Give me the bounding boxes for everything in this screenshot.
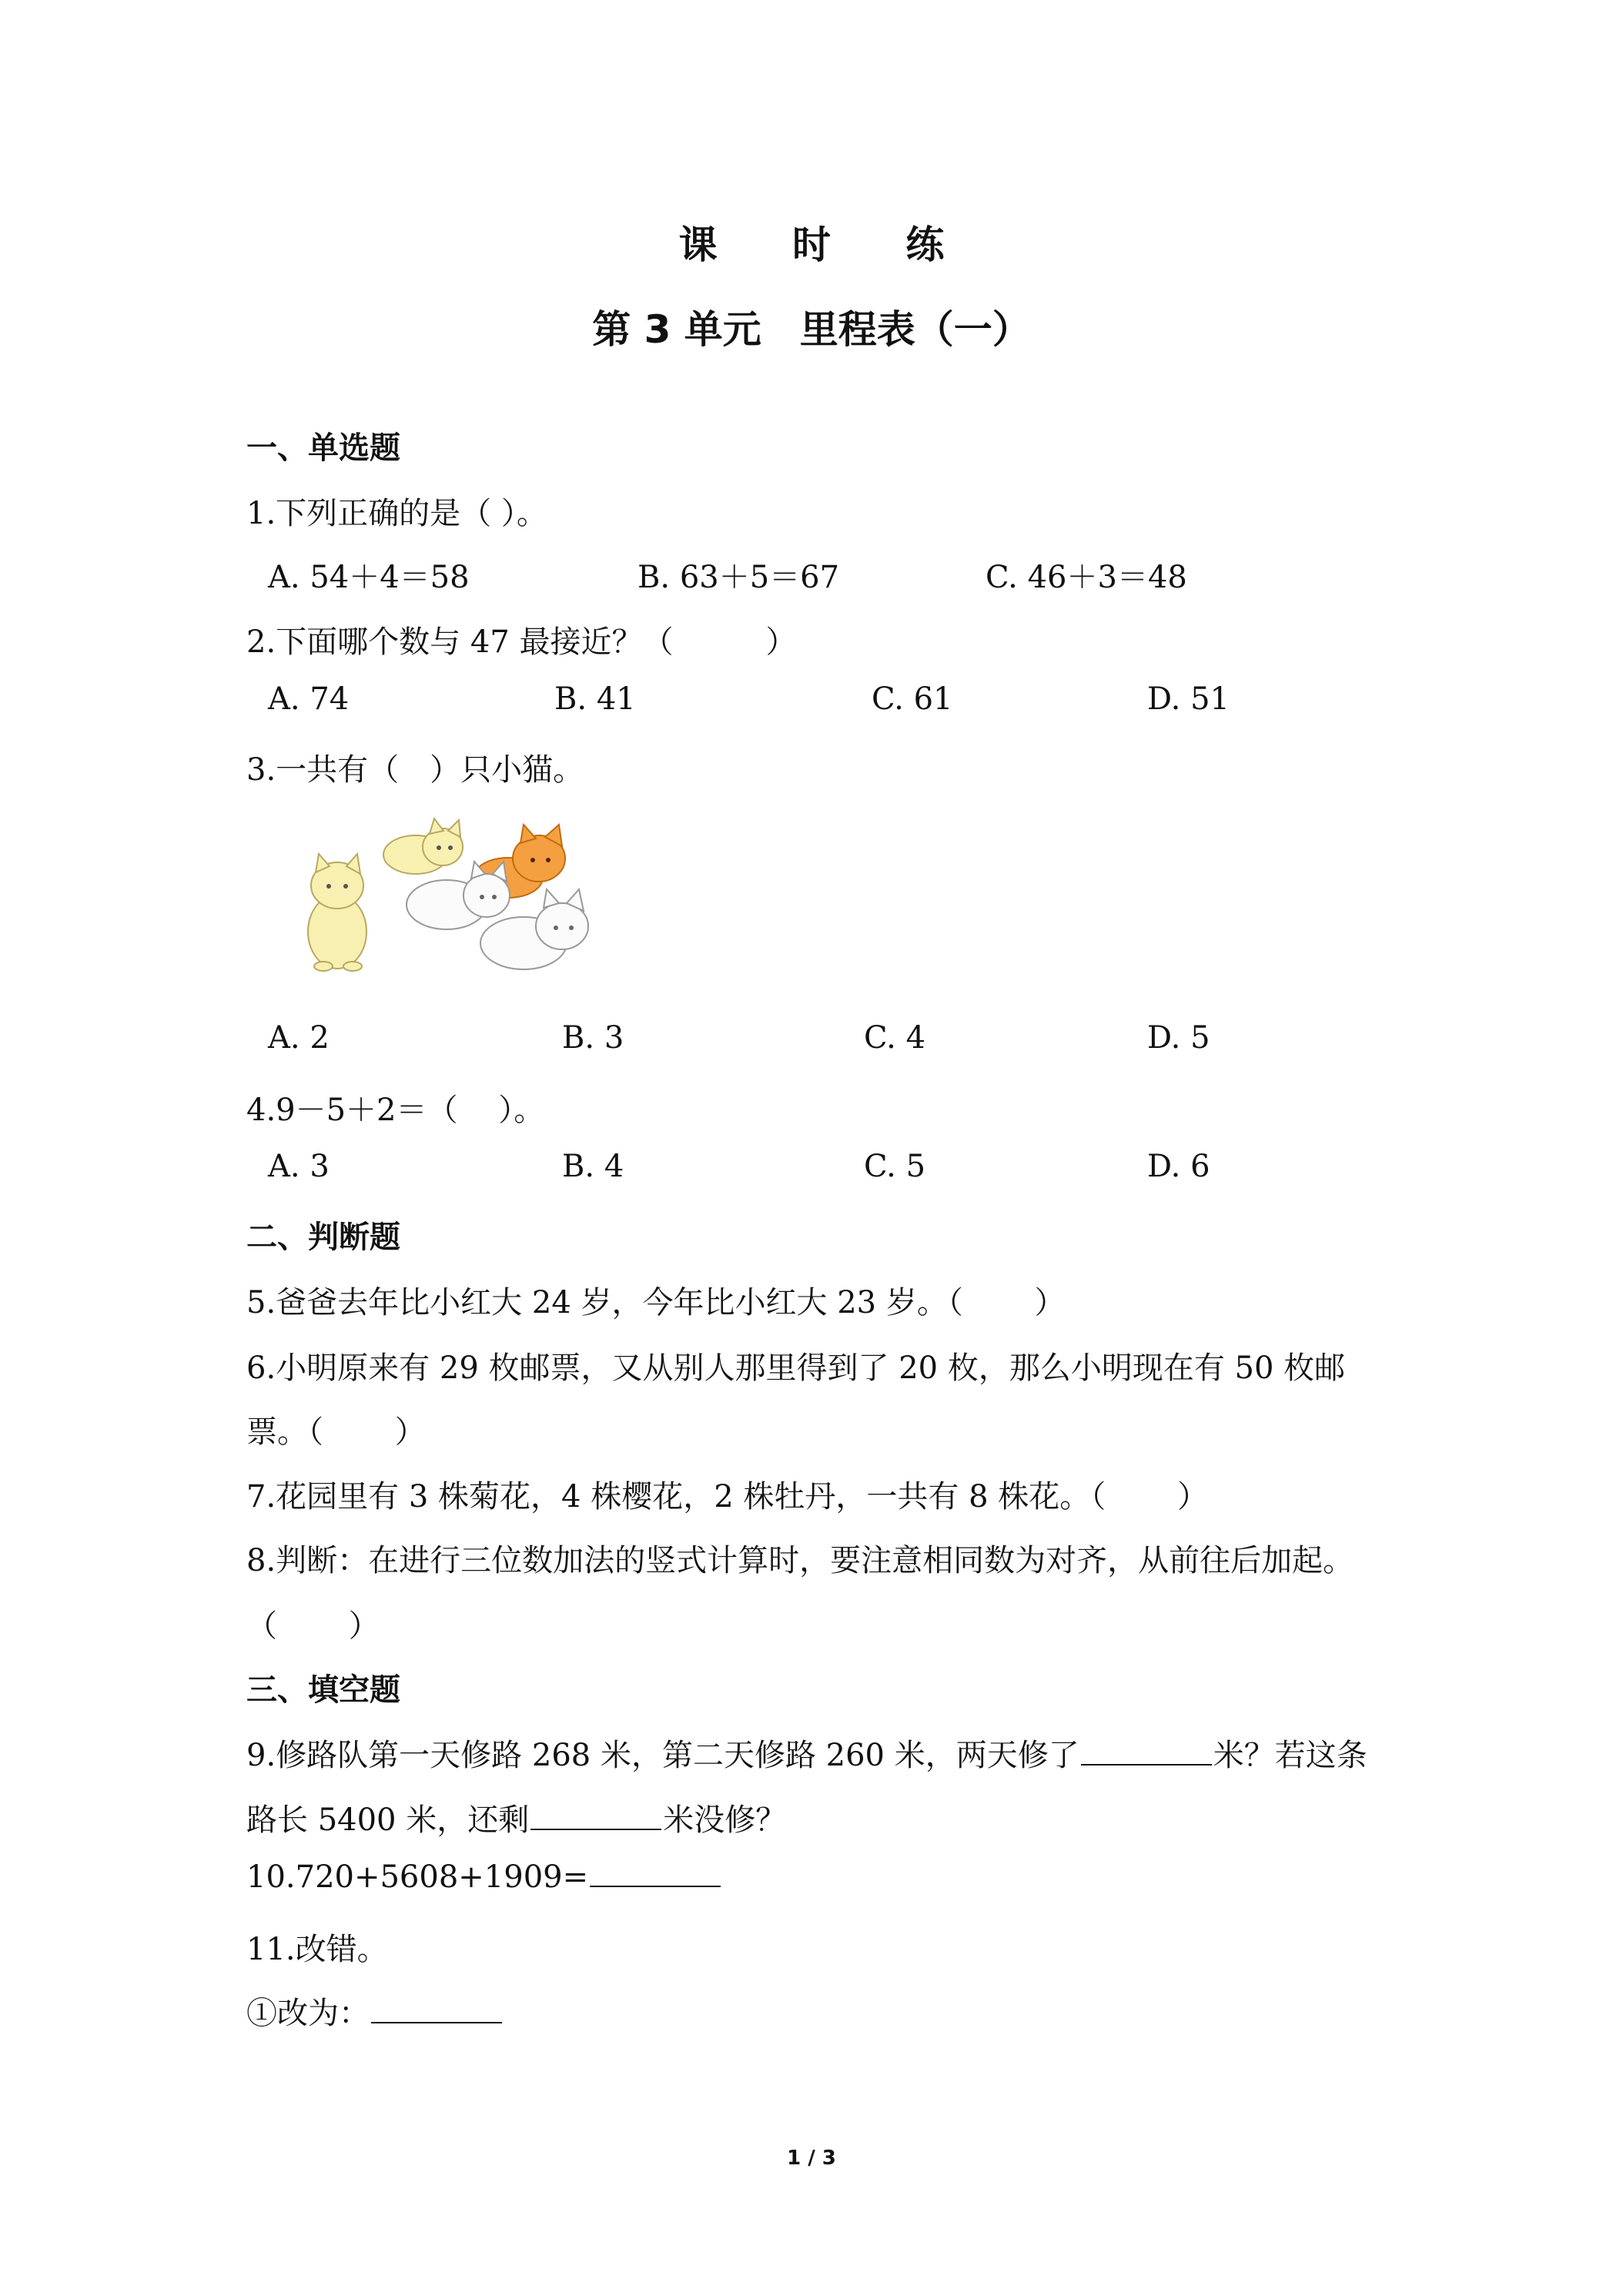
- q4-option-b: B. 4: [562, 1149, 624, 1184]
- question-3: 3.一共有（ ）只小猫。: [246, 752, 584, 788]
- q4-option-d: D. 6: [1147, 1149, 1210, 1184]
- question-8-line-1: 8.判断：在进行三位数加法的竖式计算时，要注意相同数为对齐，从前往后加起。: [246, 1543, 1354, 1578]
- q9-text-part-1: 9.修路队第一天修路 268 米，第二天修路 260 米，两天修了: [246, 1738, 1079, 1773]
- q9-text-part-4: 米没修？: [663, 1802, 787, 1838]
- section-true-false: 二、判断题: [246, 1220, 400, 1255]
- q11-answer-blank[interactable]: [371, 1996, 502, 2023]
- q9-answer-blank-1[interactable]: [1081, 1738, 1212, 1766]
- question-6-line-1: 6.小明原来有 29 枚邮票，又从别人那里得到了 20 枚，那么小明现在有 50 枚邮: [246, 1350, 1346, 1386]
- yellow-cat-icon: [308, 854, 366, 971]
- section-single-choice: 一、单选题: [246, 430, 400, 466]
- page-subtitle: 第 3 单元 里程表（一）: [592, 307, 1031, 352]
- question-9-line-2: [246, 1796, 786, 1839]
- question-5: 5.爸爸去年比小红大 24 岁，今年比小红大 23 岁。（ ）: [246, 1285, 1066, 1320]
- q9-answer-blank-2[interactable]: [530, 1802, 661, 1830]
- question-9-line-1: [246, 1731, 1367, 1775]
- page-number: 1 / 3: [787, 2147, 836, 2170]
- q9-text-part-3: 路长 5400 米，还剩: [246, 1802, 530, 1838]
- q3-option-d: D. 5: [1147, 1020, 1210, 1056]
- question-8-line-2: （ ）: [246, 1608, 380, 1644]
- section-fill-blank: 三、填空题: [246, 1672, 400, 1708]
- q3-option-b: B. 3: [562, 1020, 624, 1056]
- q1-option-b: B. 63＋5＝67: [637, 560, 840, 595]
- question-4: 4.9－5＋2＝（ ）。: [246, 1093, 545, 1128]
- q10-answer-blank[interactable]: [590, 1859, 721, 1887]
- kittens-image: [293, 812, 616, 982]
- q4-option-a: A. 3: [268, 1149, 330, 1184]
- question-2: 2.下面哪个数与 47 最接近？（ ）: [246, 624, 797, 660]
- q3-option-a: A. 2: [268, 1020, 330, 1056]
- q2-option-a: A. 74: [268, 681, 350, 717]
- question-11: 11.改错。: [246, 1932, 388, 1967]
- question-7: 7.花园里有 3 株菊花，4 株樱花，2 株牡丹，一共有 8 株花。（ ）: [246, 1479, 1208, 1514]
- q9-text-part-2: 米？若这条: [1213, 1738, 1367, 1773]
- q3-option-c: C. 4: [864, 1020, 926, 1056]
- question-1: 1.下列正确的是（ ）。: [246, 496, 547, 531]
- q1-option-a: A. 54＋4＝58: [268, 560, 470, 595]
- question-11-sub-1: [246, 1989, 504, 2033]
- q2-option-b: B. 41: [554, 681, 636, 717]
- question-6-line-2: 票。（ ）: [246, 1414, 426, 1450]
- q2-option-c: C. 61: [872, 681, 953, 717]
- q2-option-d: D. 51: [1147, 681, 1230, 717]
- yellow-cat-icon: [383, 818, 463, 874]
- q11-sub-text: ①改为：: [246, 1996, 370, 2031]
- question-10: [246, 1859, 722, 1895]
- q10-text: 10.720+5608+1909=: [246, 1859, 589, 1895]
- q1-option-c: C. 46＋3＝48: [986, 560, 1187, 595]
- page-title: 课 时 练: [678, 223, 975, 267]
- q4-option-c: C. 5: [864, 1149, 926, 1184]
